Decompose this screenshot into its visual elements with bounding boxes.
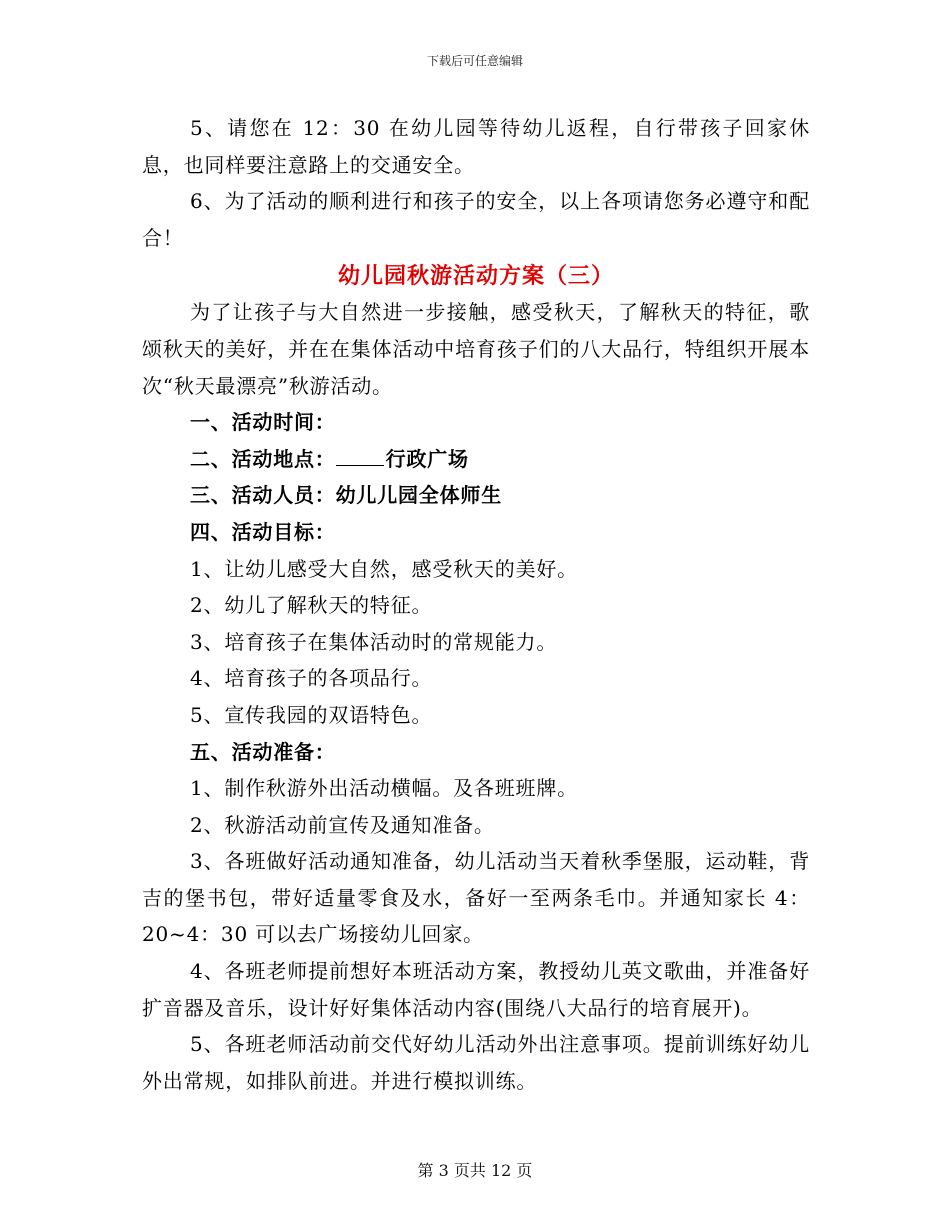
list-item: 4、培育孩子的各项品行。 <box>190 666 433 691</box>
list-item: 2、幼儿了解秋天的特征。 <box>190 593 433 618</box>
intro-paragraph: 为了让孩子与大自然进一步接触，感受秋天，了解秋天的特征，歌颂秋天的美好，并在在集体活动中培育孩子们的八大品行，特组织开展本次“秋天最漂亮”秋游活动。 <box>142 300 810 398</box>
heading-activity-preparation: 五、活动准备： <box>190 739 336 764</box>
list-item: 5、宣传我园的双语特色。 <box>190 702 433 727</box>
section-title: 幼儿园秋游活动方案（三） <box>337 263 614 290</box>
paragraph: 5、请您在 12：30 在幼儿园等待幼儿返程，自行带孩子回家休息，也同样要注意路上的交通安全。 <box>142 116 810 177</box>
list-item: 4、各班老师提前想好本班活动方案，教授幼儿英文歌曲，并准备好扩音器及音乐，设计好好集体活动内容(围绕八大品行的培育展开)。 <box>142 959 810 1020</box>
list-item: 2、秋游活动前宣传及通知准备。 <box>190 812 495 837</box>
list-item: 3、培育孩子在集体活动时的常规能力。 <box>190 629 558 654</box>
location-label: 二、活动地点： <box>190 446 336 471</box>
page-footer: 第 3 页共 12 页 <box>417 1161 533 1180</box>
list-item: 1、让幼儿感受大自然，感受秋天的美好。 <box>190 556 578 581</box>
heading-activity-people: 三、活动人员：幼儿儿园全体师生 <box>190 483 502 508</box>
list-item: 3、各班做好活动通知准备，幼儿活动当天着秋季堡服，运动鞋，背吉的堡书包，带好适量零食及水，备好一至两条毛巾。并通知家长 4：20~4：30 可以去广场接幼儿回家。 <box>142 849 810 947</box>
blank-underline <box>336 447 384 466</box>
paragraph: 6、为了活动的顺利进行和孩子的安全，以上各项请您务必遵守和配合！ <box>142 189 810 250</box>
heading-activity-location <box>142 441 810 478</box>
list-item: 1、制作秋游外出活动横幅。及各班班牌。 <box>190 776 578 801</box>
heading-activity-goals: 四、活动目标： <box>190 519 336 544</box>
list-item: 5、各班老师活动前交代好幼儿活动外出注意事项。提前训练好幼儿外出常规，如排队前进。并进行模拟训练。 <box>142 1032 810 1093</box>
heading-activity-time: 一、活动时间： <box>190 410 336 435</box>
location-value: 行政广场 <box>385 446 469 471</box>
document-body <box>142 110 810 1099</box>
page-header: 下载后可任意编辑 <box>426 54 523 68</box>
